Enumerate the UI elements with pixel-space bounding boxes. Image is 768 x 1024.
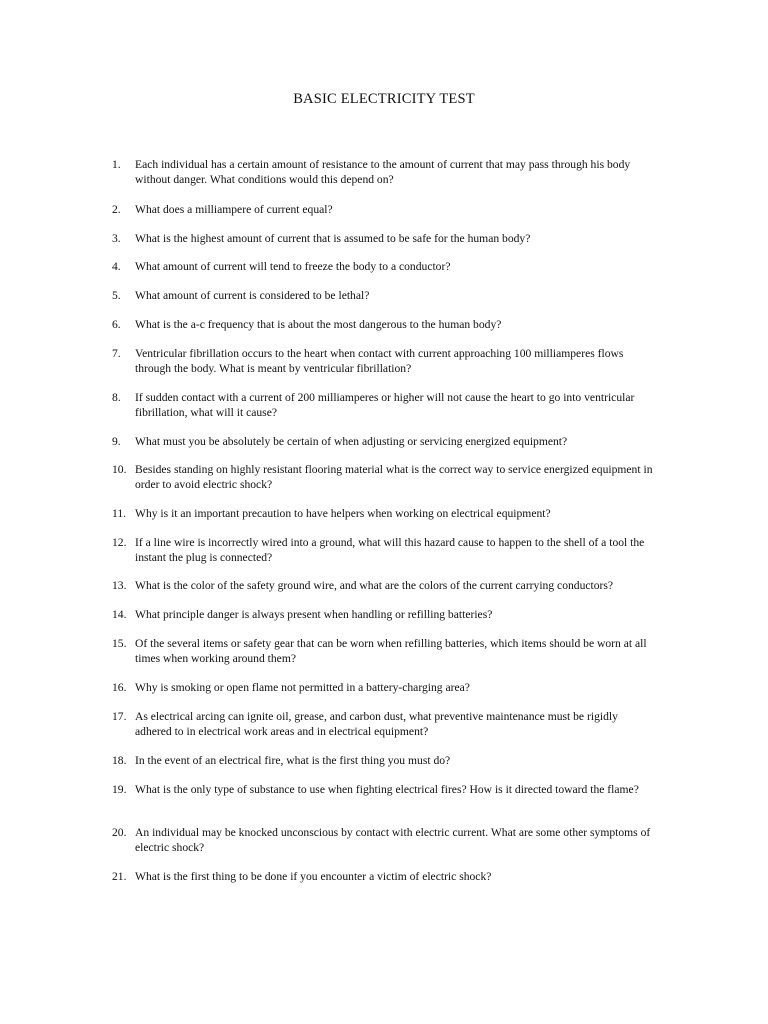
question-item [112,579,657,594]
question-item [112,710,657,739]
question-text: Why is smoking or open flame not permitted in a battery-charging area? [135,681,470,694]
question-item [112,783,657,798]
question-number: 15. [112,637,127,650]
question-number: 12. [112,536,127,549]
question-number: 16. [112,681,127,694]
question-item [112,347,657,376]
question-number: 5. [112,289,121,302]
question-number: 21. [112,870,127,883]
question-text: In the event of an electrical fire, what is the first thing you must do? [135,754,451,767]
question-text: What amount of current is considered to be lethal? [135,289,370,302]
question-text: Of the several items or safety gear that can be worn when refilling batteries, which items should be worn at all times when working around them? [135,637,647,665]
question-number: 4. [112,260,121,273]
question-text: What is the highest amount of current that is assumed to be safe for the human body? [135,232,531,245]
question-item [112,463,657,492]
question-text: What amount of current will tend to freeze the body to a conductor? [135,260,451,273]
question-item [112,318,657,333]
question-text: What is the only type of substance to use when fighting electrical fires? How is it directed toward the flame? [135,783,639,796]
question-item [112,637,657,666]
question-number: 1. [112,158,121,171]
question-text: What is the first thing to be done if you encounter a victim of electric shock? [135,870,492,883]
question-item [112,391,657,420]
question-number: 11. [112,507,127,520]
question-item [112,232,657,247]
question-text: Each individual has a certain amount of resistance to the amount of current that may pass through his body without danger. What conditions would this depend on? [135,158,631,186]
page-title: BASIC ELECTRICITY TEST [293,91,475,107]
question-text: Besides standing on highly resistant flooring material what is the correct way to service energized equipment in order to avoid electric shock? [135,463,653,491]
question-text: If a line wire is incorrectly wired into a ground, what will this hazard cause to happen to the shell of a tool the instant the plug is connected? [135,536,645,564]
question-number: 3. [112,232,121,245]
question-number: 14. [112,608,127,621]
question-text: As electrical arcing can ignite oil, grease, and carbon dust, what preventive maintenance must be rigidly adhered to in electrical work areas and in electrical equipment? [135,710,618,738]
question-number: 10. [112,463,127,476]
question-number: 13. [112,579,127,592]
question-text: Ventricular fibrillation occurs to the heart when contact with current approaching 100 milliamperes flows through the body. What is meant by ventricular fibrillation? [135,347,624,375]
question-number: 6. [112,318,121,331]
question-text: What is the color of the safety ground wire, and what are the colors of the current carrying conductors? [135,579,614,592]
question-text: What does a milliampere of current equal? [135,203,333,216]
question-item [112,536,657,565]
question-item [112,754,657,769]
question-item [112,507,657,522]
question-item [112,260,657,275]
question-number: 18. [112,754,127,767]
question-number: 2. [112,203,121,216]
question-item [112,826,657,855]
question-item [112,203,657,218]
question-number: 7. [112,347,121,360]
question-number: 8. [112,391,121,404]
question-item [112,158,657,187]
question-text: If sudden contact with a current of 200 milliamperes or higher will not cause the heart to go into ventricular fibrillation, what will it cause? [135,391,635,419]
question-text: What is the a-c frequency that is about the most dangerous to the human body? [135,318,502,331]
question-text: Why is it an important precaution to have helpers when working on electrical equipment? [135,507,551,520]
question-item [112,870,657,885]
question-number: 17. [112,710,127,723]
question-item [112,289,657,304]
question-item [112,681,657,696]
question-item [112,608,657,623]
question-text: An individual may be knocked unconscious by contact with electric current. What are some other symptoms of electric shock? [135,826,651,854]
question-item [112,435,657,450]
question-text: What must you be absolutely be certain of when adjusting or servicing energized equipment? [135,435,568,448]
question-number: 19. [112,783,127,796]
question-text: What principle danger is always present when handling or refilling batteries? [135,608,493,621]
question-number: 20. [112,826,127,839]
question-number: 9. [112,435,121,448]
